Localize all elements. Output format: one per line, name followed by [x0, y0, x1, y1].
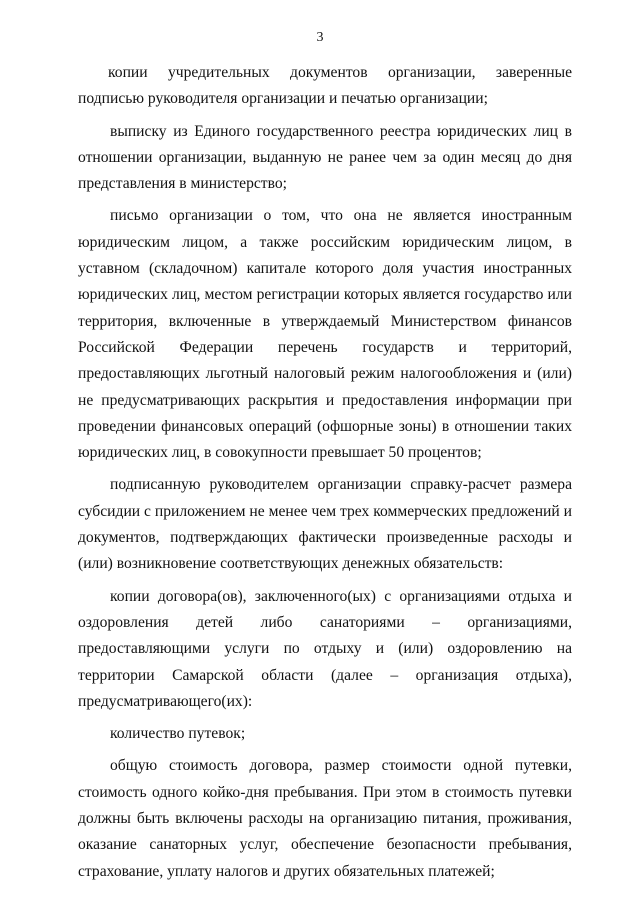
paragraph: общую стоимость договора, размер стоимости одной путевки, стоимость одного койко-дня пребывания. При этом в стоимость путевки должны быть включены расходы на организацию питания, проживания, оказание санаторных услуг, обеспечение безопасности пребывания, страхование, уплату налогов и других обязательных платежей; [78, 757, 572, 880]
paragraph: копии учредительных документов организации, заверенные подписью руководителя организации и печатью организации; [78, 64, 572, 108]
document-body [78, 60, 572, 885]
paragraph: письмо организации о том, что она не является иностранным юридическим лицом, а также российским юридическим лицом, в уставном (складочном) капитале которого доля участия иностранных юридических лиц, местом регистрации которых является государство или территория, включенные в утверждаемый Министерством финансов Российской Федерации перечень государств и территорий, предоставляющих льготный налоговый режим налогообложения и (или) не предусматривающих раскрытия и предоставления информации при проведении финансовых операций (офшорные зоны) в отношении таких юридических лиц, в совокупности превышает 50 процентов; [78, 207, 572, 462]
page-number: 3 [316, 30, 324, 45]
paragraph: подписанную руководителем организации справку-расчет размера субсидии с приложением не менее чем трех коммерческих предложений и документов, подтверждающих фактически произведенные расходы и (или) возникновение соответствующих денежных обязательств: [78, 476, 572, 573]
paragraph: выписку из Единого государственного реестра юридических лиц в отношении организации, выданную не ранее чем за один месяц до дня представления в министерство; [78, 122, 572, 193]
paragraph: количество путевок; [110, 725, 246, 743]
paragraph: копии договора(ов), заключенного(ых) с организациями отдыха и оздоровления детей либо санаториями – организациями, предоставляющими услуги по отдыху и (или) оздоровлению на территории Самарской области (далее – организация отдыха), предусматривающего(их): [78, 587, 572, 710]
